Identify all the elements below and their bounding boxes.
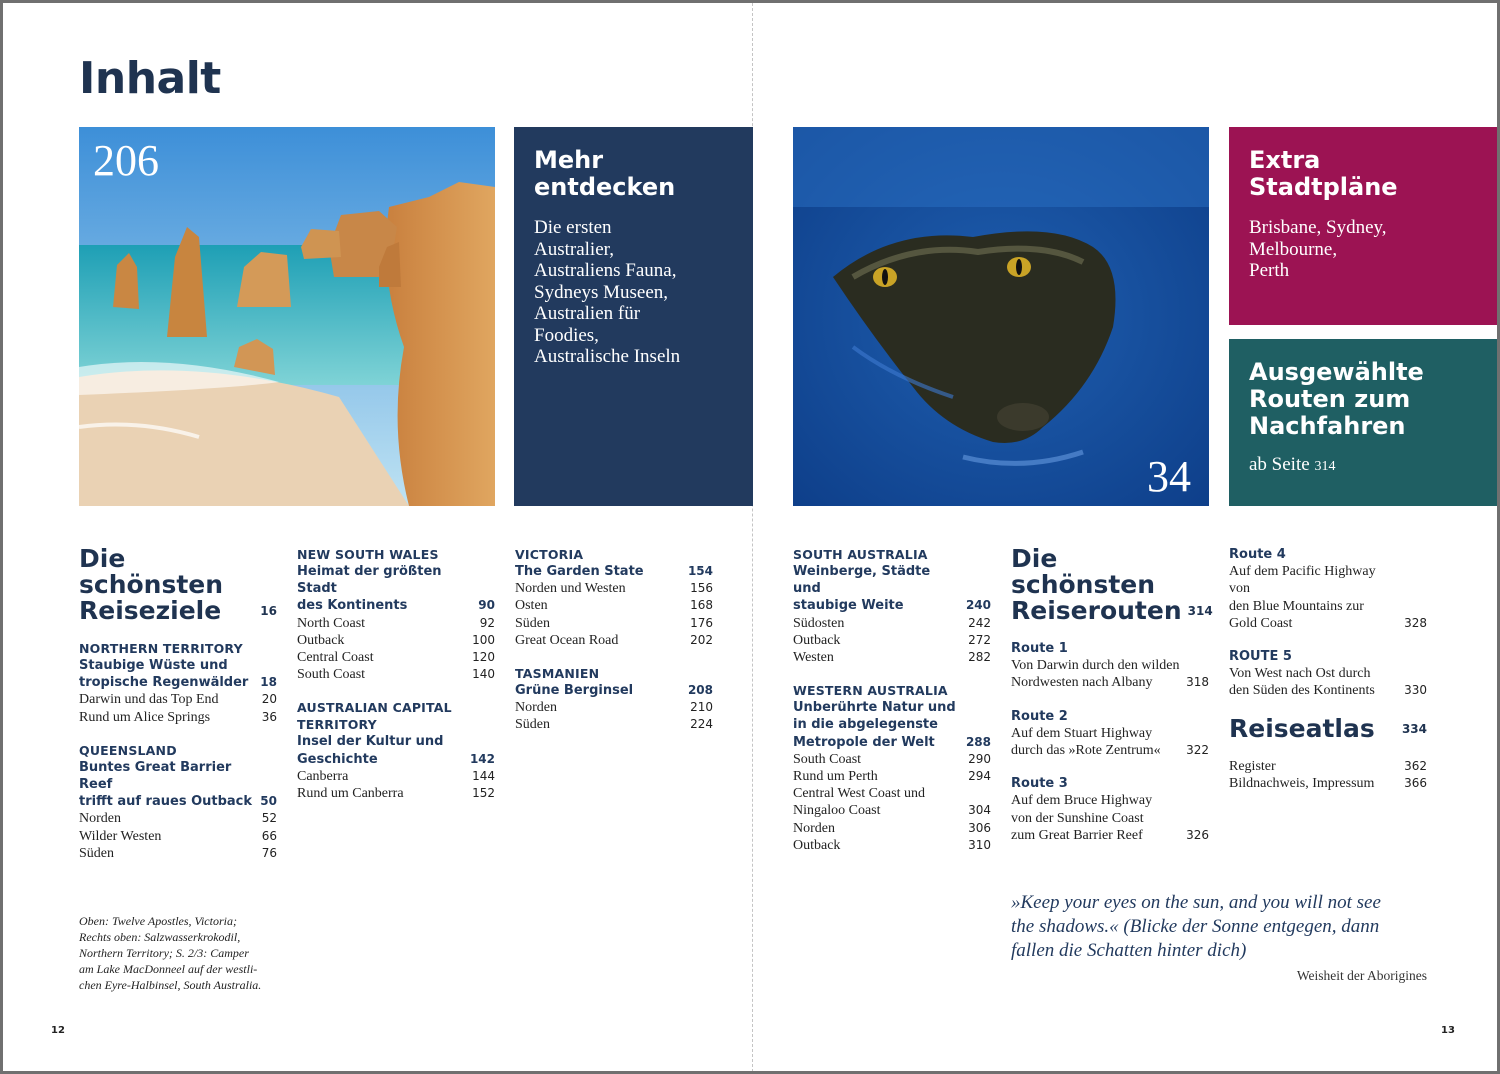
page-ref-number: 206 bbox=[93, 136, 159, 185]
toc-column-sa-wa bbox=[793, 546, 991, 854]
toc-item: Rund um Canberra 152 bbox=[297, 786, 495, 802]
toc-item: Darwin und das Top End 20 bbox=[79, 692, 277, 708]
toc-item: Bildnachweis, Impressum 366 bbox=[1229, 775, 1427, 791]
toc-item: Canberra 144 bbox=[297, 768, 495, 784]
toc-column-routen-atlas bbox=[1229, 546, 1427, 792]
toc-region: VICTORIA bbox=[515, 547, 584, 562]
toc-item: Südosten 242 bbox=[793, 615, 991, 631]
route-description: Auf dem Stuart Highway durch das »Rote Zentrum« 322 bbox=[1011, 725, 1209, 759]
box-extra-stadtplaene bbox=[1229, 127, 1500, 325]
toc-item: Westen 282 bbox=[793, 650, 991, 666]
toc-region: TASMANIEN bbox=[515, 666, 600, 682]
toc-item: Süden 224 bbox=[515, 717, 713, 733]
route-description: Von Darwin durch den wilden Nordwesten nach Albany 318 bbox=[1011, 658, 1209, 691]
toc-item: Norden 210 bbox=[515, 700, 713, 716]
toc-heading: Die schönsten Reiserouten 314 bbox=[1011, 544, 1213, 625]
toc-subtitle: Unberührte Natur und in die abgelegenste Metropole der Welt 288 bbox=[793, 700, 991, 750]
toc-region: AUSTRALIAN CAPITAL TERRITORY bbox=[297, 700, 452, 733]
box-title: Extra Stadtpläne bbox=[1249, 146, 1398, 201]
photo-caption: Oben: Twelve Apostles, Victoria; Rechts oben: Salzwasserkrokodil, Northern Territory; S. 2/3: Camper am Lake MacDonneel auf der westli- chen Eyre-Halbinsel, South Australia. bbox=[79, 914, 262, 992]
quote: »Keep your eyes on the sun, and you will not see the shadows.« (Blicke der Sonne entgegen, dann fallen die Schatten hinter dich) bbox=[1011, 892, 1381, 961]
toc-item: Süden 176 bbox=[515, 615, 713, 631]
photo-twelve-apostles bbox=[79, 127, 495, 506]
toc-item: Norden 52 bbox=[79, 811, 277, 827]
toc-item: Outback 272 bbox=[793, 632, 991, 648]
box-text: Brisbane, Sydney, Melbourne, Perth bbox=[1249, 217, 1387, 281]
toc-item: Wilder Westen 66 bbox=[79, 828, 277, 844]
toc-subtitle: Weinberge, Städte und staubige Weite 240 bbox=[793, 564, 991, 614]
route-name: ROUTE 5 bbox=[1229, 649, 1292, 665]
page-ref-number: 34 bbox=[1147, 452, 1191, 501]
crocodile-illustration bbox=[793, 127, 1209, 506]
toc-item: Süden 76 bbox=[79, 845, 277, 861]
toc-region: NORTHERN TERRITORY bbox=[79, 641, 243, 656]
toc-heading-reiseatlas: Reiseatlas 334 bbox=[1229, 713, 1427, 743]
toc-item: Outback 100 bbox=[297, 632, 495, 648]
photo-salzwasserkrokodil bbox=[793, 127, 1209, 506]
box-title: Mehr entdecken bbox=[534, 146, 676, 201]
box-text: ab Seite 314 bbox=[1249, 454, 1336, 475]
toc-subtitle: Buntes Great Barrier Reef trifft auf raues Outback 50 bbox=[79, 759, 277, 810]
toc-item: North Coast 92 bbox=[297, 615, 495, 631]
route-description: Auf dem Bruce Highway von der Sunshine Coast zum Great Barrier Reef 326 bbox=[1011, 793, 1209, 843]
toc-column-vic-tas bbox=[515, 546, 713, 734]
toc-subtitle: Insel der Kultur und Geschichte 142 bbox=[297, 734, 495, 767]
route-name: Route 2 bbox=[1011, 708, 1068, 724]
toc-region: WESTERN AUSTRALIA bbox=[793, 683, 948, 699]
route-name: Route 3 bbox=[1011, 776, 1068, 792]
box-text: Die ersten Australier, Australiens Fauna, Sydneys Museen, Australien für Foodies, Australische Inseln bbox=[534, 217, 681, 367]
toc-item: South Coast 290 bbox=[793, 751, 991, 767]
toc-subtitle: Heimat der größten Stadt des Kontinents 90 bbox=[297, 564, 495, 614]
route-description: Auf dem Pacific Highway von den Blue Mountains zur Gold Coast 328 bbox=[1229, 564, 1427, 631]
toc-subtitle: The Garden State 154 bbox=[515, 564, 713, 579]
toc-subtitle: Grüne Berginsel 208 bbox=[515, 683, 713, 699]
toc-column-reiseziele bbox=[79, 546, 277, 862]
quote-source: Weisheit der Aborigines bbox=[1296, 968, 1427, 983]
page-number-right: 13 bbox=[1441, 1025, 1455, 1036]
toc-region: QUEENSLAND bbox=[79, 742, 177, 758]
toc-item: Central West Coast und bbox=[793, 786, 925, 802]
route-description: Von West nach Ost durch den Süden des Kontinents 330 bbox=[1229, 666, 1427, 699]
box-ausgewaehlte-routen bbox=[1229, 339, 1500, 506]
toc-region: SOUTH AUSTRALIA bbox=[793, 547, 928, 562]
toc-item: Outback 310 bbox=[793, 837, 991, 853]
toc-item: Great Ocean Road 202 bbox=[515, 632, 713, 648]
toc-region: NEW SOUTH WALES bbox=[297, 547, 439, 562]
toc-item: Central Coast 120 bbox=[297, 650, 495, 666]
toc-item: South Coast 140 bbox=[297, 667, 495, 683]
toc-column-nsw-act bbox=[297, 546, 495, 802]
toc-item: Norden und Westen 156 bbox=[515, 581, 713, 597]
route-name: Route 4 bbox=[1229, 547, 1286, 562]
box-title: Ausgewählte Routen zum Nachfahren bbox=[1249, 358, 1424, 440]
toc-subtitle: Staubige Wüste und tropische Regenwälder 18 bbox=[79, 658, 277, 691]
toc-item: Ningaloo Coast 304 bbox=[793, 803, 991, 819]
toc-item: Osten 168 bbox=[515, 598, 713, 614]
page-number-left: 12 bbox=[51, 1025, 65, 1036]
toc-item: Register 362 bbox=[1229, 758, 1427, 774]
toc-item: Rund um Alice Springs 36 bbox=[79, 709, 277, 725]
toc-item: Norden 306 bbox=[793, 820, 991, 836]
toc-item: Rund um Perth 294 bbox=[793, 769, 991, 785]
toc-heading: Die schönsten Reiseziele 16 bbox=[79, 544, 277, 625]
route-name: Route 1 bbox=[1011, 641, 1068, 656]
page-title: Inhalt bbox=[79, 53, 221, 104]
toc-column-reiserouten bbox=[1011, 544, 1213, 844]
box-mehr-entdecken bbox=[514, 127, 753, 506]
